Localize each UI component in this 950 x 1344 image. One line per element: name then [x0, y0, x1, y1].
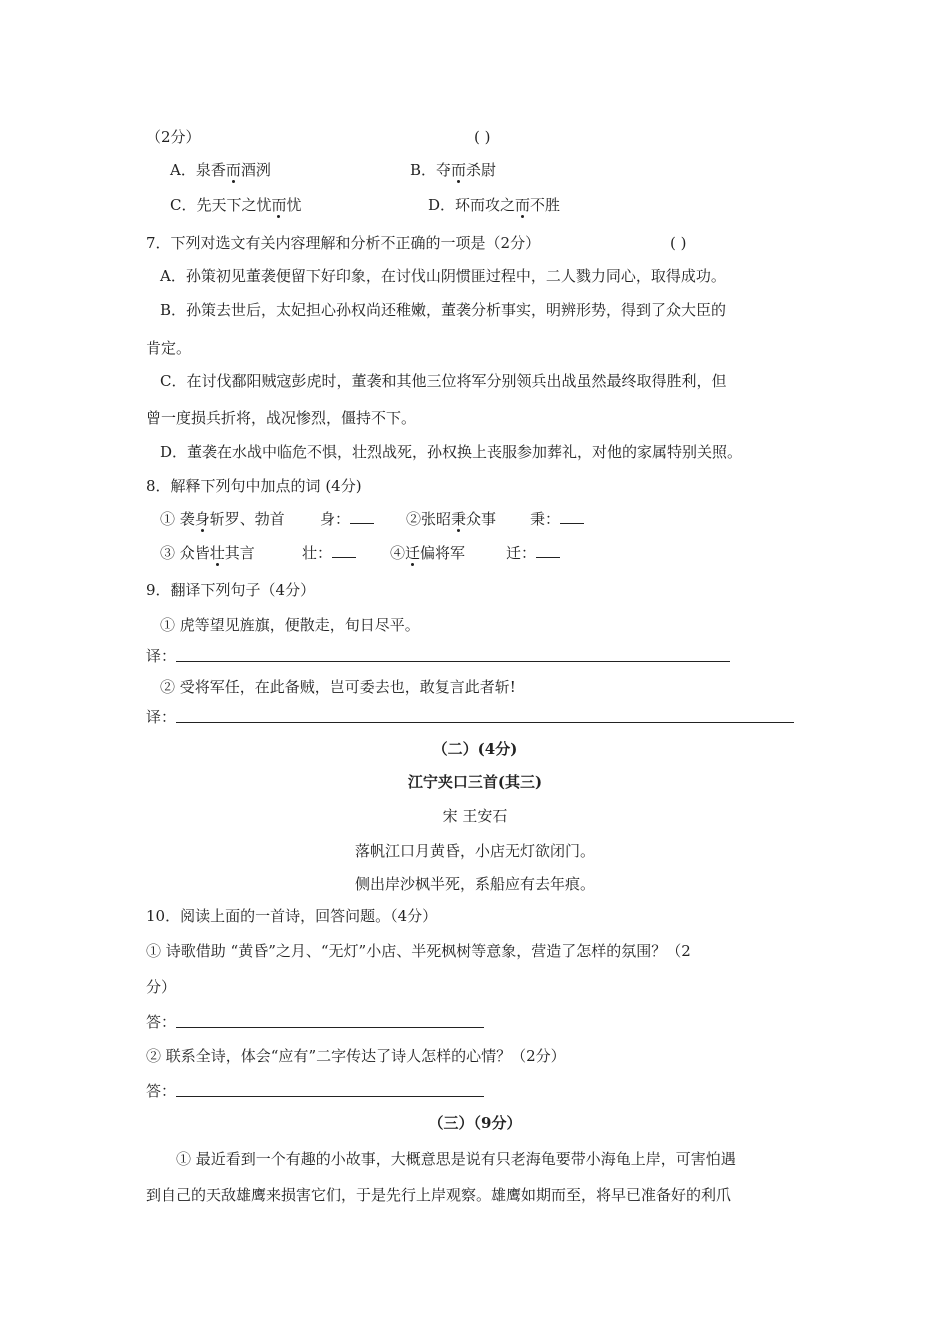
answer-blank[interactable]: [560, 509, 584, 524]
q9-answer-line-1[interactable]: [176, 661, 730, 662]
poem-title: 江宁夹口三首(其三): [407, 773, 543, 791]
q7-option-d: D．董袭在水战中临危不惧，壮烈战死，孙权换上丧服参加葬礼，对他的家属特别关照。: [160, 443, 743, 461]
poem-author: 宋 王安石: [442, 807, 508, 825]
answer-blank[interactable]: [350, 509, 374, 524]
q10-sub-1-line2: 分）: [146, 978, 177, 996]
emphasis-dot-char: 秉: [451, 510, 467, 528]
section-2-heading: （二）(4分): [432, 740, 518, 758]
q6-option-b-text: B．夺: [410, 161, 452, 179]
q8-item-3: [160, 543, 255, 563]
emphasis-dot-char: 身: [194, 510, 210, 528]
emphasis-dot-char: 壮: [209, 544, 225, 562]
emphasis-dot-char: 而: [225, 161, 241, 179]
q7-option-b-line2: 肯定。: [146, 339, 192, 357]
q6-option-d-text: D．环而攻之: [428, 196, 516, 214]
q10-answer-line-1[interactable]: [176, 1027, 484, 1028]
q8-item-4-pre: ④: [390, 544, 406, 562]
q10-answer-label-2: 答：: [146, 1082, 177, 1100]
answer-blank[interactable]: [536, 543, 560, 558]
q9-translate-label-1: 译：: [146, 647, 177, 665]
q8-item-4-answer: [506, 543, 560, 563]
section-3-paragraph-line1: ① 最近看到一个有趣的小故事，大概意思是说有只老海龟要带小海龟上岸，可害怕遇: [176, 1150, 736, 1168]
q10-sub-2: ② 联系全诗，体会“应有”二字传达了诗人怎样的心情？（2分）: [146, 1047, 566, 1065]
q6-option-d: [428, 195, 560, 215]
q7-option-a: A．孙策初见董袭便留下好印象，在讨伐山阴惯匪过程中，二人戮力同心，取得成功。: [160, 267, 726, 285]
q7-stem: 7．下列对选文有关内容理解和分析不正确的一项是（2分）: [146, 234, 541, 252]
q8-item-3-key: 壮：: [302, 544, 333, 562]
q8-item-3-answer: [302, 543, 356, 563]
q10-answer-line-2[interactable]: [176, 1096, 484, 1097]
q8-item-2-post: 众事: [466, 510, 497, 528]
q6-score: （2分）: [146, 128, 201, 146]
q8-item-1-answer: [320, 509, 374, 529]
q8-item-2-key: 秉：: [530, 510, 561, 528]
q8-item-3-post: 其言: [224, 544, 255, 562]
q9-answer-line-2[interactable]: [176, 722, 794, 723]
q6-option-a-text: A．泉香: [170, 161, 226, 179]
q8-item-1: [160, 509, 285, 529]
q9-translate-label-2: 译：: [146, 708, 177, 726]
q6-option-a-tail: 酒洌: [240, 161, 271, 179]
q6-option-d-tail: 不胜: [530, 196, 561, 214]
q7-option-b-line1: B．孙策去世后，太妃担心孙权尚还稚嫩，董袭分析事实，明辨形势，得到了众大臣的: [160, 301, 727, 319]
q6-option-b-tail: 杀尉: [466, 161, 497, 179]
q8-item-4-key: 迁：: [506, 544, 537, 562]
q9-sentence-1: ① 虎等望见旌旗，便散走，旬日尽平。: [160, 616, 420, 634]
q9-sentence-2: ② 受将军任，在此备贼，岂可委去也，敢复言此者斩!: [160, 678, 516, 696]
q8-item-2: [406, 509, 496, 529]
q6-option-a: [170, 160, 271, 180]
q8-item-4: [390, 543, 465, 563]
emphasis-dot-char: 而: [451, 161, 467, 179]
q9-stem: 9．翻译下列句子（4分）: [146, 581, 316, 599]
q6-answer-paren: ( ): [474, 128, 491, 146]
q7-answer-paren: ( ): [670, 234, 687, 252]
q8-item-1-key: 身：: [320, 510, 351, 528]
q8-item-2-answer: [530, 509, 584, 529]
section-3-heading: （三）（9分）: [428, 1114, 522, 1132]
q6-option-c-text: C．先天下之忧: [170, 196, 272, 214]
answer-blank[interactable]: [332, 543, 356, 558]
poem-line-2: 侧出岸沙枫半死，系船应有去年痕。: [354, 875, 595, 893]
poem-line-1: 落帆江口月黄昏，小店无灯欲闭门。: [354, 842, 595, 860]
q8-item-1-post: 斩罗、勃首: [209, 510, 285, 528]
emphasis-dot-char: 迁: [405, 544, 421, 562]
q8-item-1-pre: ① 袭: [160, 510, 195, 528]
q8-item-2-pre: ②张昭: [406, 510, 452, 528]
q8-item-3-pre: ③ 众皆: [160, 544, 210, 562]
q6-option-c: [170, 195, 302, 215]
q10-stem: 10．阅读上面的一首诗，回答问题。（4分）: [146, 907, 438, 925]
emphasis-dot-char: 而: [271, 196, 287, 214]
q6-option-c-tail: 忧: [286, 196, 302, 214]
emphasis-dot-char: 而: [515, 196, 531, 214]
q7-option-c-line2: 曾一度损兵折将，战况惨烈，僵持不下。: [146, 409, 417, 427]
section-3-paragraph-line2: 到自己的天敌雄鹰来损害它们，于是先行上岸观察。雄鹰如期而至，将早已准备好的利爪: [146, 1186, 732, 1204]
q8-stem: 8．解释下列句中加点的词 (4分): [146, 477, 362, 495]
q7-option-c-line1: C．在讨伐鄱阳贼寇彭虎时，董袭和其他三位将军分别领兵出战虽然最终取得胜利，但: [160, 372, 727, 390]
q10-sub-1-line1: ① 诗歌借助 “黄昏”之月、“无灯”小店、半死枫树等意象，营造了怎样的氛围？（2: [146, 942, 691, 960]
q8-item-4-post: 偏将军: [420, 544, 466, 562]
q6-option-b: [410, 160, 496, 180]
q10-answer-label-1: 答：: [146, 1013, 177, 1031]
